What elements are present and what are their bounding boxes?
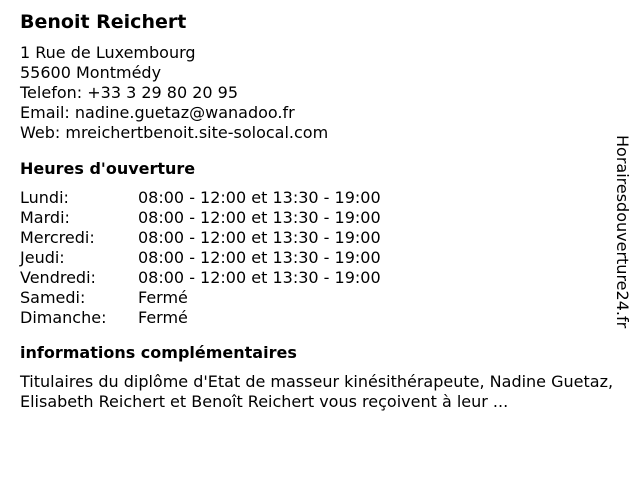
day-hours: 08:00 - 12:00 et 13:30 - 19:00 <box>138 208 381 227</box>
day-hours: 08:00 - 12:00 et 13:30 - 19:00 <box>138 248 381 267</box>
business-name: Benoit Reichert <box>20 11 187 33</box>
hours-row-mercredi <box>20 228 610 248</box>
hours-row-samedi <box>20 288 610 308</box>
day-label: Jeudi: <box>20 248 65 267</box>
hours-title: Heures d'ouverture <box>20 159 196 178</box>
hours-row-mardi <box>20 208 610 228</box>
address-line2: 55600 Montmédy <box>20 63 162 82</box>
day-hours: 08:00 - 12:00 et 13:30 - 19:00 <box>138 228 381 247</box>
hours-row-dimanche <box>20 308 610 328</box>
day-hours: 08:00 - 12:00 et 13:30 - 19:00 <box>138 188 381 207</box>
address-line1: 1 Rue de Luxembourg <box>20 43 196 62</box>
day-label: Lundi: <box>20 188 69 207</box>
phone-line[interactable]: Telefon: +33 3 29 80 20 95 <box>20 83 239 102</box>
hours-row-lundi <box>20 188 610 208</box>
info-text: Titulaires du diplôme d'Etat de masseur kinésithérapeute, Nadine Guetaz, Elisabeth Reichert et Benoît Reichert vous reçoivent à leur ... <box>20 372 614 411</box>
day-hours: Fermé <box>138 308 188 327</box>
day-label: Mardi: <box>20 208 70 227</box>
business-card <box>20 10 614 412</box>
day-label: Dimanche: <box>20 308 107 327</box>
brand-watermark[interactable]: Horairesdouverture24.fr <box>613 135 632 329</box>
day-label: Samedi: <box>20 288 86 307</box>
web-line[interactable]: Web: mreichertbenoit.site-solocal.com <box>20 123 329 142</box>
day-label: Vendredi: <box>20 268 96 287</box>
info-title: informations complémentaires <box>20 343 297 362</box>
day-hours: 08:00 - 12:00 et 13:30 - 19:00 <box>138 268 381 287</box>
hours-row-vendredi <box>20 268 610 288</box>
email-line[interactable]: Email: nadine.guetaz@wanadoo.fr <box>20 103 295 122</box>
hours-row-jeudi <box>20 248 610 268</box>
day-hours: Fermé <box>138 288 188 307</box>
hours-table <box>20 188 610 328</box>
day-label: Mercredi: <box>20 228 95 247</box>
